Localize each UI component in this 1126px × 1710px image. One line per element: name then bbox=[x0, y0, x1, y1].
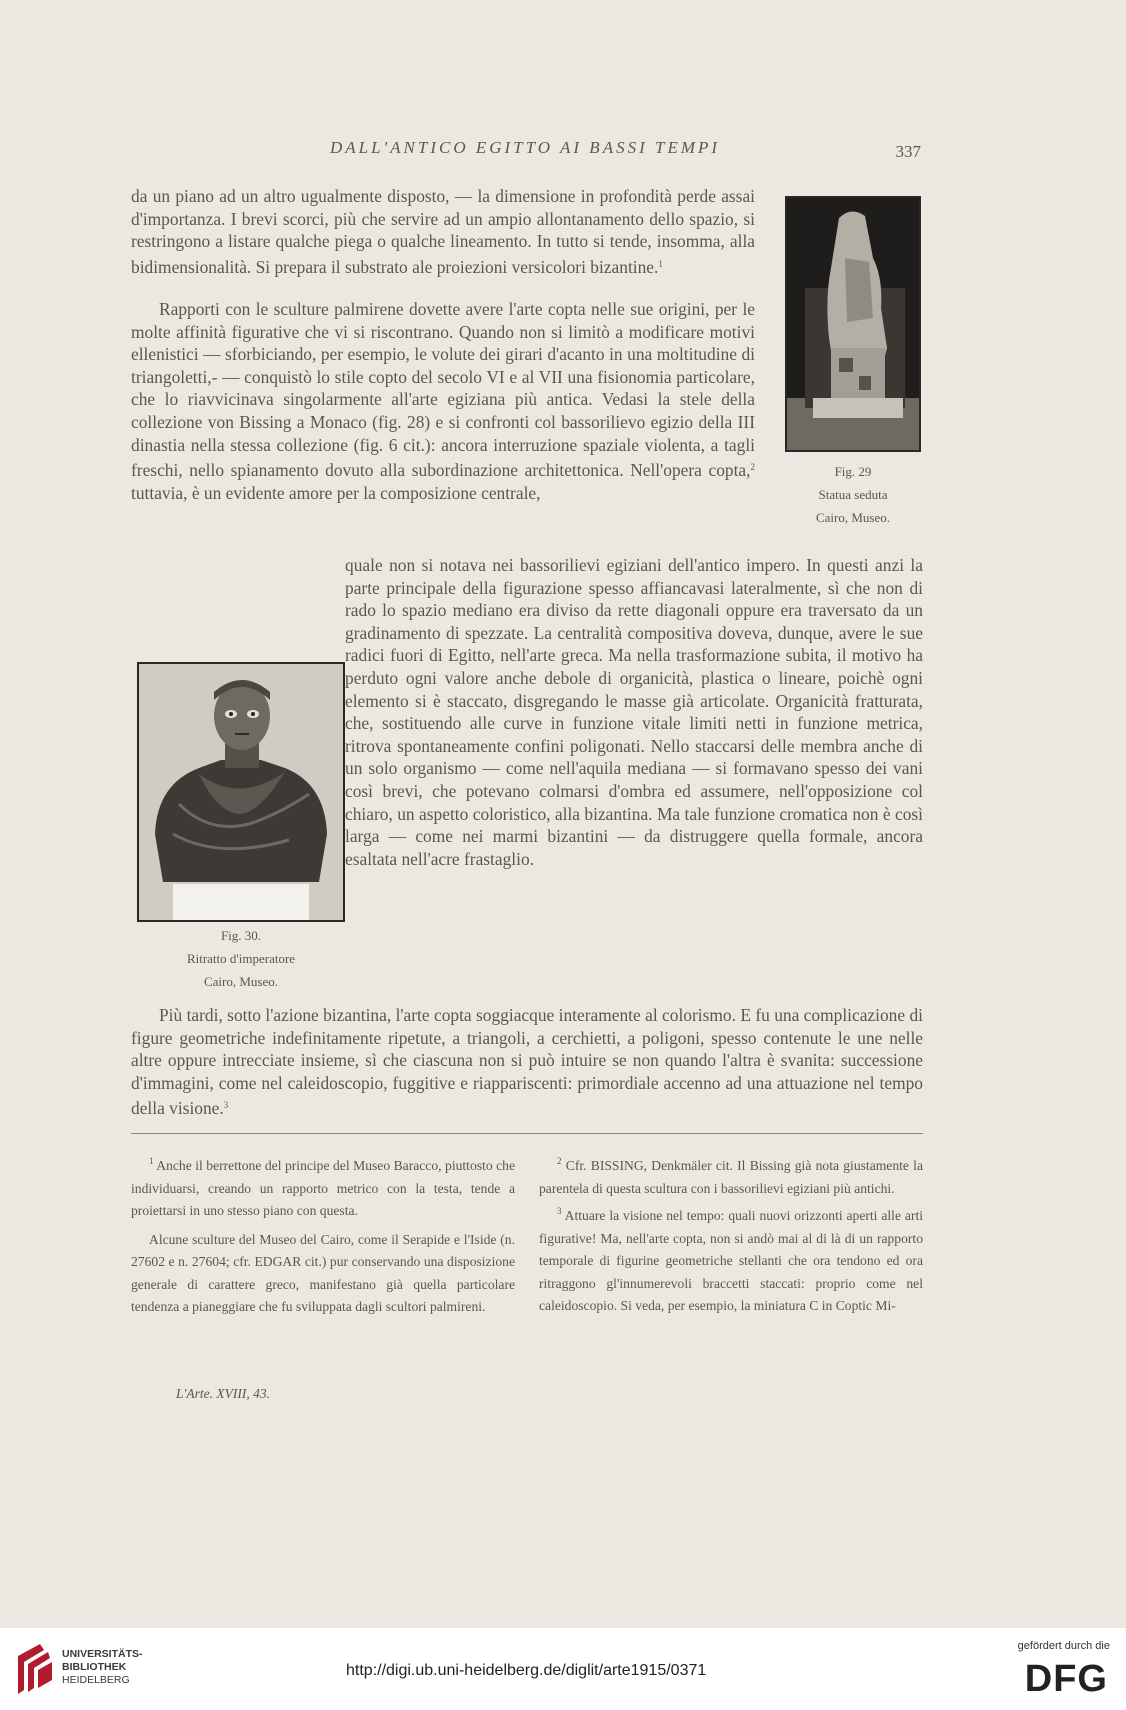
footnote-1-continued: Alcune sculture del Museo del Cairo, come il Serapide e l'Iside (n. 27602 e n. 27604; cfr. EDGAR cit.) pur conservando una disposizione generale di carattere greco, manifestano già quella particolare tendenza a pianeggiare che fu sviluppata dagli scultori palmireni. bbox=[131, 1231, 515, 1314]
running-head: DALL'ANTICO EGITTO AI BASSI TEMPI bbox=[329, 138, 721, 157]
footnote-2: $^2$ Cfr. BISSING, Denkmäler cit. Il Bissing già nota giustamente la parentela di questa scultura con i bassorilievi egiziani più antichi. bbox=[539, 1156, 923, 1196]
signature-line: L'Arte. XVIII, 43. bbox=[176, 1386, 270, 1401]
figure-30-title: Ritratto d'imperatore bbox=[186, 951, 296, 966]
footer-bar bbox=[0, 1628, 1126, 1710]
seated-statue-image bbox=[787, 198, 919, 450]
footnote-1: $^1$ Anche il berrettone del principe del Museo Baracco, piuttosto che individuarsi, creando un rapporto metrico con la testa, tende a proiettarsi in uno stesso piano con questa. bbox=[131, 1156, 515, 1218]
library-name: UNIVERSITÄTS- BIBLIOTHEK HEIDELBERG bbox=[62, 1648, 143, 1686]
figure-30-photo bbox=[137, 662, 345, 922]
paragraph-2: Rapporti con le sculture palmirene dovette avere l'arte copta nelle sue origini, per le molte affinità figurative che vi si riscontrano. Quando non si limitò a modificare motivi ellenistici — sforbiciando, per esempio, le volute dei girari d'acanto in una moltitudine di triangoletti,- — conquistò lo stile copto del secolo VI e al VII una fisionomia particolare, che lo riavvicinava singolarmente all'arte egiziana più antica. Vedasi la stele della collezione von Bissing a Monaco (fig. 28) e si confronti col bassorilievo egizio della III dinastia nella stessa collezione (fig. 6 cit.): ancora interruzione spaziale violenta, a tagli freschi, nello spianamento dovuto alla subordinazione architettonica. Nell'opera copta,$^2$ tuttavia, è un evidente amore per la composizione centrale, bbox=[131, 299, 755, 503]
footnotes-left bbox=[131, 1150, 515, 1319]
footnote-ref-2[interactable]: 2 bbox=[750, 462, 755, 473]
footnote-ref-3[interactable]: 3 bbox=[223, 1100, 229, 1111]
figure-29 bbox=[785, 196, 921, 536]
paragraph-4: Più tardi, sotto l'azione bizantina, l'arte copta soggiacque interamente al colorismo. E fu una complicazione di figure geometriche indefinitamente ripetute, a triangoli, a cerchietti, a poligoni, spesso contenute le une nelle altre oppure intrecciate insieme, sì che ciascuna non si può intuire se non quando l'altra è svanita: successione d'immagini, come nel caleidoscopio, fuggitive e riappariscenti: primordiale accenno ad una attuazione nel tempo della visione.$^3$ bbox=[131, 1005, 923, 1119]
paragraph-1: da un piano ad un altro ugualmente disposto, — la dimensione in profondità perde assai d'importanza. I brevi scorci, più che servire ad un ampio allontanamento dello spazio, si restringono a listare qualche piega o qualche lineamento. In tutto si tende, insomma, alla bidimensionalità. Si prepara il substrato ale proiezioni versicolori bizantine.$^1$ bbox=[131, 186, 755, 277]
figure-30-place: Cairo, Museo. bbox=[203, 974, 279, 989]
figure-29-label: Fig. 29 bbox=[834, 464, 872, 479]
figure-30-caption bbox=[137, 924, 345, 993]
footnote-separator bbox=[131, 1133, 923, 1134]
page-number: 337 bbox=[895, 142, 921, 161]
figure-29-photo bbox=[785, 196, 921, 452]
library-logo-icon bbox=[14, 1640, 54, 1696]
figure-29-place: Cairo, Museo. bbox=[815, 510, 891, 525]
figure-30 bbox=[137, 662, 345, 992]
figure-29-title: Statua seduta bbox=[818, 487, 888, 502]
emperor-bust-image bbox=[139, 664, 343, 920]
footnote-ref-1[interactable]: 1 bbox=[658, 258, 663, 269]
paragraph-3: quale non si notava nei bassorilievi egiziani dell'antico impero. In questi anzi la parte principale della figurazione spesso affiancavasi lateralmente, sì che non di rado lo spazio mediano era diviso da rette diagonali oppure era traversato da un gradinamento di spezzate. La centralità compositiva doveva, dunque, avere le sue radici fuori di Egitto, nell'arte greca. Ma nella trasformazione subita, il motivo ha perduto ogni valore anche debole di organicità, plastica o lineare, poichè ogni elemento si è staccato, disgregando le masse già articolate. Organicità fratturata, che, sostituendo alle curve in funzione vitale limiti netti in funzione metrica, ritrova spontaneamente confini poligonati. Nello staccarsi delle membra anche di un solo organismo — come nell'aquila mediana — si formavano spesso dei vani così brevi, che potevano colmarsi d'ombra ed assumere, nell'opposizione col chiaro, un aspetto coloristico, alla bizantina. Ma tale funzione cromatica non è così larga — come nei marmi bizantini — da distruggere quella formale, ancora esaltata nell'acre frastaglio. bbox=[345, 555, 923, 869]
figure-30-label: Fig. 30. bbox=[220, 928, 262, 943]
dfg-logo: DFG bbox=[1024, 1658, 1108, 1700]
footnotes-right bbox=[539, 1150, 923, 1318]
source-url-link[interactable]: http://digi.ub.uni-heidelberg.de/diglit/arte1915/0371 bbox=[346, 1662, 707, 1679]
footnote-3: $^3$ Attuare la visione nel tempo: quali nuovi orizzonti aperti alle arti figurative! Ma, nell'arte copta, non si andò mai al di là di un rapporto temporale di figurine geometriche stellanti che ora tendono ed ora ritraggono gl'innumerevoli braccetti staccati: proprio come nel caleidoscopio. Si veda, per esempio, la miniatura C in Coptic Mi- bbox=[539, 1206, 923, 1313]
figure-29-caption bbox=[765, 460, 941, 529]
funding-caption: gefördert durch die bbox=[1017, 1640, 1110, 1652]
